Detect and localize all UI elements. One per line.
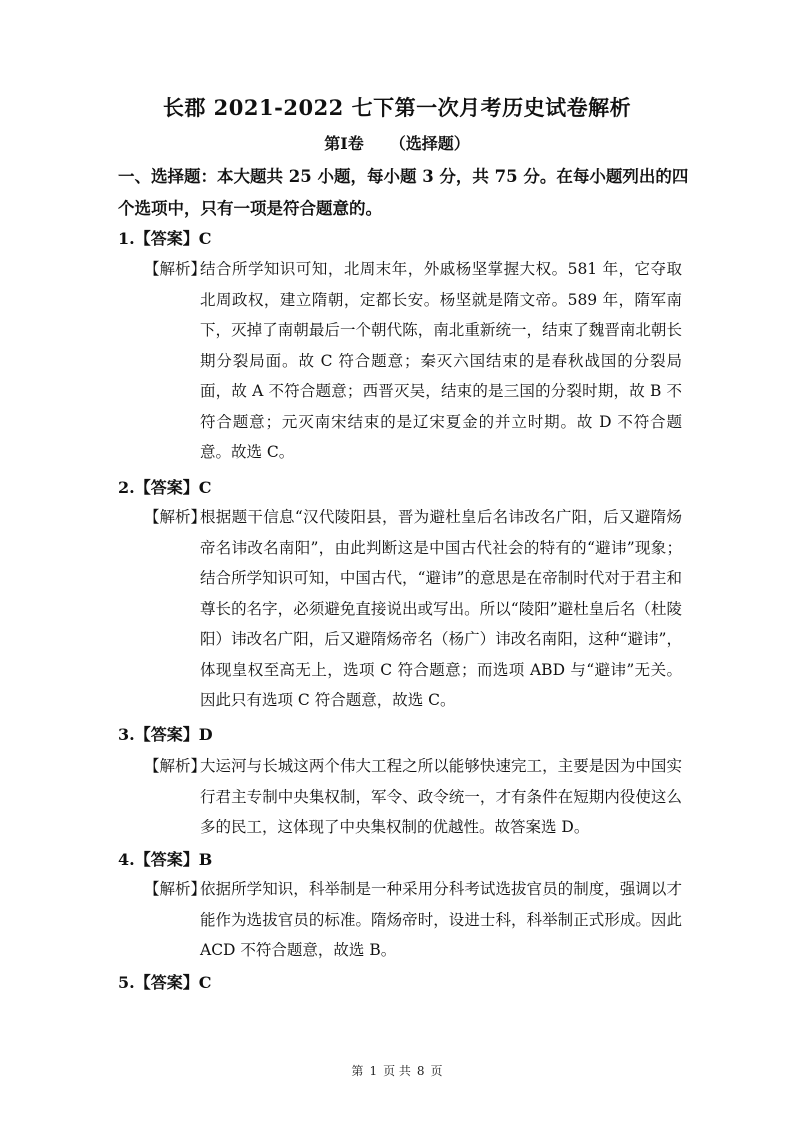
explanation-text: 大运河与长城这两个伟大工程之所以能够快速完工，主要是因为中国实行君主专制中央集权制，军令、政令统一，才有条件在短期内役使这么多的民工，这体现了中央集权制的优越性。故答案选 D。 [200,757,682,836]
answer-label: 【答案】 [134,478,199,497]
answer-line-q2 [118,477,211,499]
answer-value: C [198,973,212,992]
explanation-label: 【解析】 [144,260,207,278]
volume-label: 第Ⅰ卷 [324,134,364,153]
explanation-text: 依据所学知识，科举制是一种采用分科考试选拔官员的制度，强调以才能作为选拔官员的标准。隋炀帝时，设进士科，科举制正式形成。因此 ACD 不符合题意，故选 B。 [200,880,682,959]
answer-label: 【答案】 [134,973,199,992]
footer-suffix: 页 [430,1064,443,1078]
explanation-label: 【解析】 [144,508,207,526]
explanation-q2 [144,502,704,716]
answer-value: C [198,478,212,497]
explanation-q3 [144,751,704,843]
explanation-text: 根据题干信息“汉代陵阳县，晋为避杜皇后名讳改名广阳，后又避隋炀帝名讳改名南阳”，由此判断这是中国古代社会的特有的“避讳”现象；结合所学知识可知，中国古代，“避讳”的意思是在帝制时代对于君主和尊长的名字，必须避免直接说出或写出。所以“陵阳”避杜皇后名（杜陵阳）讳改名广阳，后又避隋炀帝名（杨广）讳改名南阳，这种“避讳”，体现皇权至高无上，选项 C 符合题意；而选项 ABD 与“避讳”无关。因此只有选项 C 符合题意，故选 C。 [200,508,682,709]
answer-label: 【答案】 [134,850,199,869]
document-title: 长郡 2021-2022 七下第一次月考历史试卷解析 [162,95,632,120]
question-number: 1. [118,229,135,248]
answer-value: D [198,725,213,744]
explanation-text: 结合所学知识可知，北周末年，外戚杨坚掌握大权。581 年，它夺取北周政权，建立隋朝，定都长安。杨坚就是隋文帝。589 年，隋军南下，灭掉了南朝最后一个朝代陈，南北重新统一，结束了魏晋南北朝长期分裂局面。故 C 符合题意；秦灭六国结束的是春秋战国的分裂局面，故 A 不符合题意；西晋灭吴，结束的是三国的分裂时期，故 B 不符合题意；元灭南宋结束的是辽宋夏金的并立时期。故 D 不符合题意。故选 C。 [200,260,682,461]
question-number: 5. [118,973,135,992]
footer-page-number: 1 [369,1064,378,1078]
explanation-label: 【解析】 [144,880,207,898]
section-heading: 一、选择题：本大题共 25 小题，每小题 3 分，共 75 分。在每小题列出的四个选项中，只有一项是符合题意的。 [118,167,689,218]
answer-value: C [198,229,212,248]
answer-label: 【答案】 [134,229,199,248]
explanation-q4 [144,874,704,966]
page-footer [0,1062,794,1079]
footer-total-pages: 8 [416,1064,425,1078]
explanation-label: 【解析】 [144,757,207,775]
explanation-q1 [144,254,704,468]
answer-line-q1 [118,228,211,250]
question-number: 2. [118,478,135,497]
answer-line-q4 [118,849,212,871]
question-number: 4. [118,850,135,869]
footer-prefix: 第 [351,1064,364,1078]
answer-value: B [198,850,213,869]
answer-line-q3 [118,724,213,746]
answer-line-q5 [118,972,211,994]
volume-note: （选择题） [389,134,470,153]
volume-heading [0,131,794,154]
answer-label: 【答案】 [134,725,199,744]
question-number: 3. [118,725,135,744]
footer-middle: 页 共 [383,1064,411,1078]
